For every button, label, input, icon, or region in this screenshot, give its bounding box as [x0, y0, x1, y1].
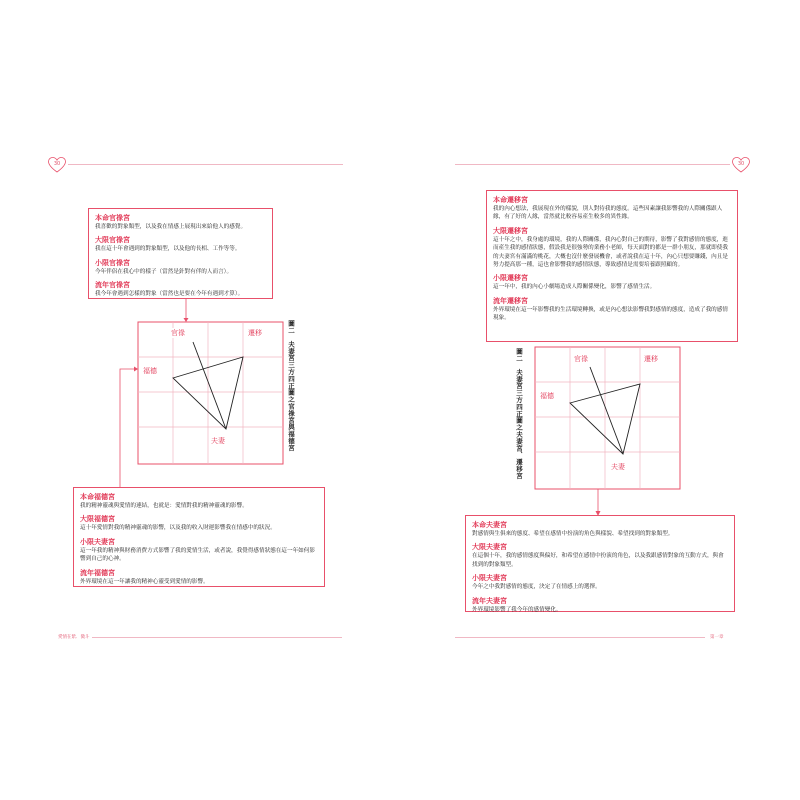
palace-label-topright: 遷移: [644, 355, 658, 363]
section-body: 外界環境在這一年讓我的精神心靈受到愛情的影響。: [80, 578, 209, 585]
palace-label-bottom: 夫妻: [211, 437, 225, 445]
section-body: 今年之中我對感情的態度，決定了在情感上的選擇。: [472, 584, 601, 591]
top-annotation-box: [88, 208, 273, 299]
section-title: 小限夫妻宮: [472, 574, 507, 583]
section-body: 這十年之中，我身處的環境，我的人際關係，我內心對自己的期待，影響了我對感情的態度，進而產生我的感情狀態，假設我是很強勢的業務小老師，每天面對的都是一群小朋友，那就即使我的夫妻宮有滿滿的桃花，大概也沒什麼發展機會，或者說我在這十年，內心只想要賺錢，內且是努力提高那一種，這也會影響我的感情狀態，導致感情是需要培養跟照顧的。: [493, 236, 728, 269]
section-body: 我今年會遇到怎樣的對象（當然也是要在今年有遇到才算）。: [95, 291, 244, 298]
section: [493, 273, 731, 291]
section-title: 大限福德宮: [80, 515, 115, 524]
palace-label-top: 官祿: [171, 329, 185, 337]
section: [80, 514, 318, 532]
section-body: 這一年中，我的內心小劇場造成人際關係變化，影響了感情生活。: [493, 284, 656, 291]
section: [472, 520, 728, 538]
section-title: 小限官祿宮: [95, 258, 130, 267]
bottom-annotation-box: [465, 515, 735, 612]
section-body: 我的精神靈魂與愛情的連結，也就是：愛情對我的精神靈魂的影響。: [80, 503, 248, 509]
section-title: 本命夫妻宮: [472, 521, 507, 529]
section: [493, 226, 731, 270]
section: [493, 296, 731, 323]
section: [95, 258, 266, 276]
section-title: 大限官祿宮: [95, 236, 130, 245]
section-body: 對感情與生俱來的態度、希望在感情中扮演的角色與樣貌、希望找到的對象類型。: [472, 531, 674, 537]
section-title: 流年官祿宮: [95, 281, 130, 290]
section-body: 我的內心想法，我展現在外的樣貌，別人對待我的態度。這些因素讓我影響我的人際關係跟人緣，有了好的人緣，當然就比較容易產生較多的異性緣。: [493, 206, 723, 221]
palace-label-top: 官祿: [574, 355, 588, 363]
bottom-annotation-box: [73, 487, 325, 587]
header-rule: [68, 164, 343, 165]
figure-caption: 圖二 夫妻宮三方四正圖之官祿宮與福德宮: [287, 320, 295, 452]
page-number-heart: [732, 157, 750, 173]
footer-rule: [455, 637, 705, 638]
section-title: 本命福德宮: [80, 493, 115, 501]
section: [80, 568, 318, 586]
figure-caption: 圖二 夫妻宮三方四正圖之夫妻宮、遷移宮: [515, 348, 523, 480]
section-body: 這十年愛情對我的精神靈魂的影響，以及我的收入財運影響我在情感中的狀況。: [80, 525, 276, 532]
section: [95, 280, 266, 298]
palace-label-topright: 遷移: [248, 329, 262, 337]
section-body: 外界環境影響了我今年的感情變化。: [472, 606, 562, 613]
palace-chart: [530, 344, 700, 519]
section: [472, 542, 728, 569]
running-footer: 愛情在紫．微斗: [58, 635, 90, 640]
section-title: 本命官祿宮: [95, 214, 130, 222]
page-number: 30: [53, 161, 61, 167]
palace-label-bottom: 夫妻: [611, 463, 625, 471]
section-title: 流年夫妻宮: [472, 596, 507, 605]
section: [95, 235, 266, 253]
section-title: 流年遷移宮: [493, 296, 528, 305]
page-number: 30: [737, 161, 745, 167]
section-title: 大限遷移宮: [493, 226, 528, 235]
section: [80, 492, 318, 510]
page-number-heart: [48, 157, 66, 173]
section-title: 小限夫妻宮: [80, 537, 115, 546]
palace-label-left: 福德: [540, 392, 554, 400]
section: [95, 213, 266, 231]
right-page: [400, 0, 800, 800]
section-body: 我喜歡的對象類型，以及我在情感上展現出來給他人的感覺。: [95, 224, 247, 230]
running-footer: 第一章: [710, 635, 724, 640]
section-body: 外界環境在這一年影響我的生活環境轉換，或是內心想法影響我對感情的態度，造成了我的感情現象。: [493, 306, 728, 322]
section: [472, 573, 728, 591]
footer-rule: [92, 637, 342, 638]
section: [472, 596, 728, 614]
palace-label-left: 福德: [143, 367, 157, 375]
section-title: 本命遷移宮: [493, 196, 528, 204]
section-title: 小限遷移宮: [493, 274, 528, 283]
section-title: 大限夫妻宮: [472, 543, 507, 552]
top-annotation-box: [486, 190, 738, 342]
section: [80, 537, 318, 564]
section-body: 今年伴侶在我心中的樣子（當然是針對有伴的人而言）。: [95, 268, 233, 275]
palace-chart: [118, 297, 283, 467]
section-body: 我在這十年會遇到的對象類型，以及他的長相、工作等等。: [95, 246, 241, 253]
section-title: 流年福德宮: [80, 568, 115, 577]
section-body: 在這個十年，我的感情態度與偏好，和希望在感情中扮演的角色，以及我跟感情對象的互動方式，與會找到的對象類型。: [472, 553, 724, 568]
section: [493, 195, 731, 222]
header-rule: [455, 164, 730, 165]
section-body: 這一年我的精神與財務消費方式影響了我的愛情生活，或者說，我覺得感情狀態在這一年如何影響到自己的心神。: [80, 547, 315, 563]
